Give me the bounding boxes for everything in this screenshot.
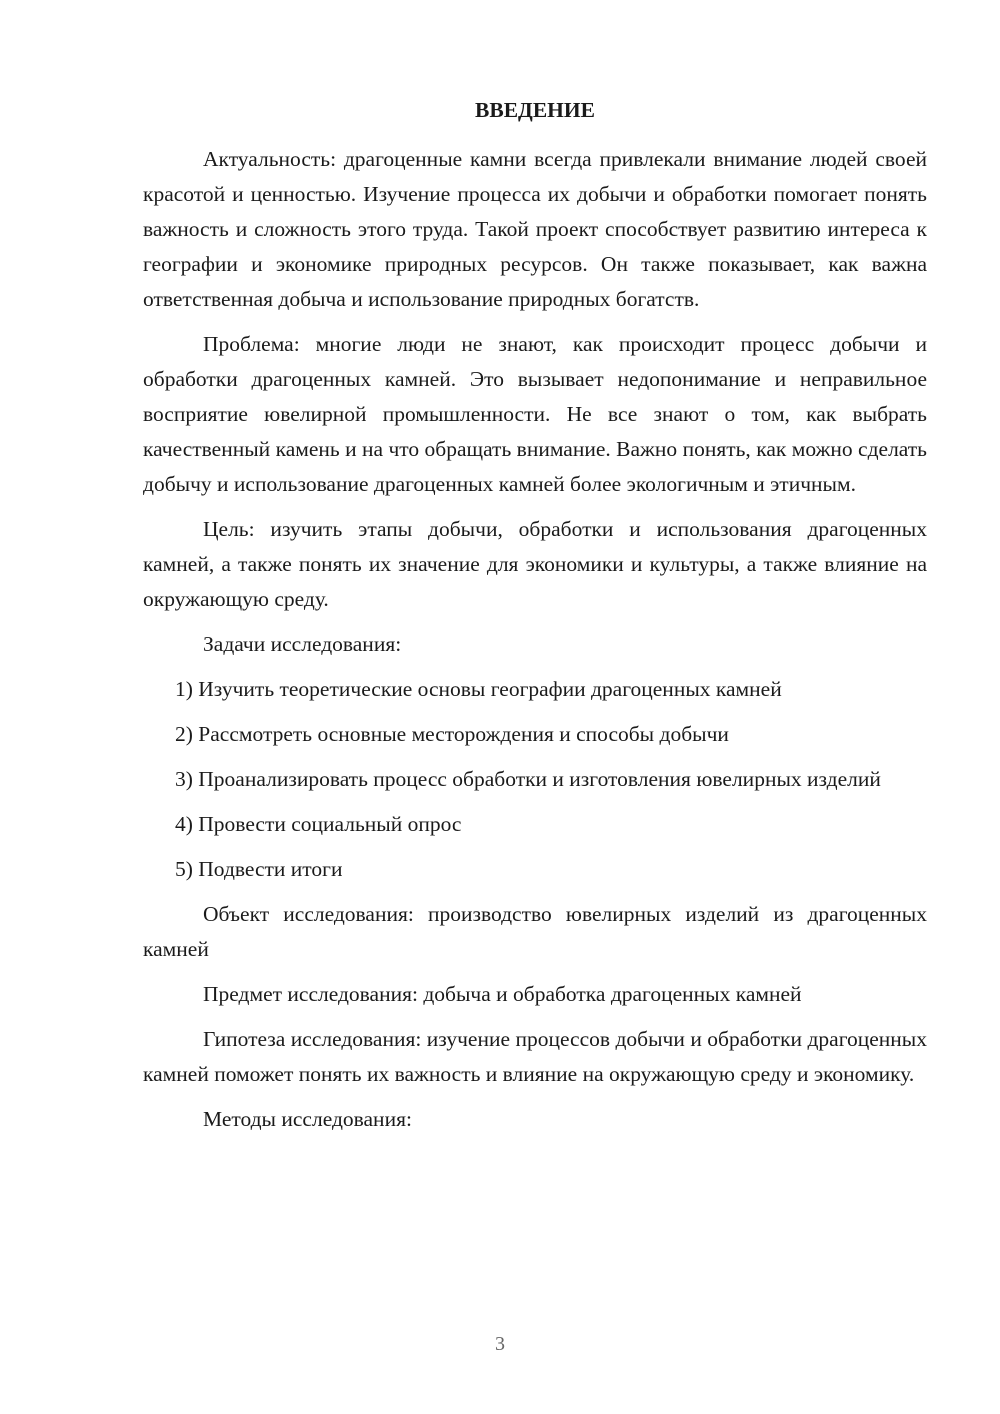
paragraph-object: Объект исследования: производство ювелирных изделий из драгоценных камней	[143, 902, 927, 961]
task-item-1: 1) Изучить теоретические основы географии драгоценных камней	[175, 677, 782, 701]
paragraph-relevance: Актуальность: драгоценные камни всегда привлекали внимание людей своей красотой и ценностью. Изучение процесса их добычи и обработки помогает понять важность и сложность этого труда. Такой проект способствует развитию интереса к географии и экономике природных ресурсов. Он также показывает, как важна ответственная добыча и использование природных богатств.	[143, 147, 927, 311]
task-item-3: 3) Проанализировать процесс обработки и изготовления ювелирных изделий	[175, 767, 881, 791]
task-item-2: 2) Рассмотреть основные месторождения и способы добычи	[175, 722, 729, 746]
section-title: ВВЕДЕНИЕ	[475, 98, 595, 122]
paragraph-subject: Предмет исследования: добыча и обработка драгоценных камней	[203, 982, 802, 1006]
paragraph-tasks-heading: Задачи исследования:	[203, 632, 402, 656]
paragraph-problem: Проблема: многие люди не знают, как происходит процесс добычи и обработки драгоценных камней. Это вызывает недопонимание и неправильное восприятие ювелирной промышленности. Не все знают о том, как выбрать качественный камень и на что обращать внимание. Важно понять, как можно сделать добычу и использование драгоценных камней более экологичным и этичным.	[143, 332, 927, 496]
page-number: 3	[495, 1333, 505, 1355]
document-page	[143, 92, 927, 1147]
task-item-5: 5) Подвести итоги	[175, 857, 343, 881]
paragraph-hypothesis: Гипотеза исследования: изучение процессов добычи и обработки драгоценных камней поможет понять их важность и влияние на окружающую среду и экономику.	[143, 1027, 927, 1086]
paragraph-goal: Цель: изучить этапы добычи, обработки и использования драгоценных камней, а также понять их значение для экономики и культуры, а также влияние на окружающую среду.	[143, 517, 927, 611]
paragraph-methods: Методы исследования:	[203, 1107, 412, 1131]
task-item-4: 4) Провести социальный опрос	[175, 812, 462, 836]
